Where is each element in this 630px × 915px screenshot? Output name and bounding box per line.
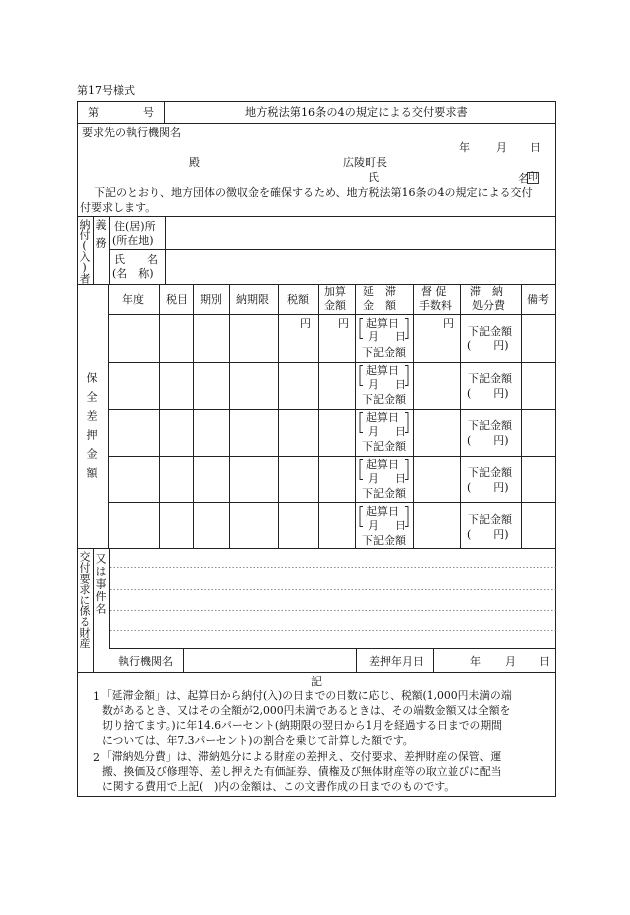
note-2-line-3: に関する費用で上記( )内の金額は、この文書作成の日までのものです。 [102, 780, 456, 793]
row2-start: 起算日 [366, 364, 399, 377]
form-title: 地方税法第16条の4の規定による交付要求書 [245, 106, 468, 119]
header-tax-item: 税目 [166, 293, 188, 306]
header-delinquent-2: 金 額 [363, 299, 396, 312]
unit-additional: 円 [338, 317, 349, 330]
seizure-month: 月 [505, 655, 516, 668]
row4-disposal-top: 下記金額 [468, 466, 512, 479]
header-additional-2: 金額 [324, 299, 346, 312]
taxpayer-label-a: 納付(入)者 [78, 219, 91, 283]
address-label-1: 住(居)所 [114, 220, 156, 233]
row5-start: 起算日 [366, 505, 399, 518]
header-delinquent-1: 延 滞 [363, 285, 396, 298]
taxpayer-label-b: 義務 [94, 219, 107, 255]
number-label: 第 [88, 106, 99, 119]
row2-month: 月 [368, 378, 379, 391]
property-label-a: 交付要求に係る財産 [78, 551, 91, 649]
taxpayer-name-label-2: (名 称) [112, 267, 154, 280]
header-tax: 税額 [287, 293, 309, 306]
row3-start: 起算日 [366, 411, 399, 424]
row1-disposal-top: 下記金額 [468, 325, 512, 338]
row2-day: 日 [395, 378, 406, 391]
header-due: 納期限 [236, 293, 269, 306]
row4-day: 日 [395, 472, 406, 485]
header-year: 年度 [122, 293, 144, 306]
date-day: 日 [530, 141, 541, 154]
row4-start: 起算日 [366, 458, 399, 471]
note-1-line-4: については、年7.3パーセント)の割合を乗じて計算した額です。 [102, 734, 414, 747]
row1-below: 下記金額 [362, 346, 406, 359]
note-1-line-3: 切り捨てます。)に年14.6パーセント(納期限の翌日から1月を経過する日までの期間 [102, 719, 502, 732]
header-fee-2: 手数料 [419, 299, 452, 312]
row5-day: 日 [395, 519, 406, 532]
notes-heading: 記 [311, 675, 322, 688]
name-label-2: 名 [518, 172, 529, 185]
form-label: 第17号様式 [77, 84, 135, 97]
unit-fee: 円 [443, 317, 454, 330]
row3-disposal-paren: ( 円) [467, 434, 509, 447]
row4-disposal-paren: ( 円) [467, 481, 509, 494]
row2-disposal-top: 下記金額 [468, 372, 512, 385]
header-period: 期別 [200, 293, 222, 306]
honorific: 殿 [189, 156, 200, 169]
row5-below: 下記金額 [362, 534, 406, 547]
row5-disposal-paren: ( 円) [467, 528, 509, 541]
property-label-b: 又は事件名 [94, 553, 107, 616]
header-disposal-1: 滞 納 [470, 285, 503, 298]
amounts-side-label: 保全差押金額 [85, 372, 98, 486]
header-disposal-2: 処分費 [472, 299, 505, 312]
address-label-2: (所在地) [112, 234, 154, 247]
seal-mark: 印 [528, 172, 538, 183]
unit-tax: 円 [300, 317, 311, 330]
seizure-label: 差押年月日 [369, 655, 424, 668]
row2-below: 下記金額 [362, 393, 406, 406]
date-month: 月 [496, 141, 507, 154]
office-name: 広陵町長 [343, 156, 387, 169]
number-suffix: 号 [143, 106, 154, 119]
intro-line-2: 付要求します。 [80, 201, 157, 214]
name-label: 氏 [368, 171, 379, 184]
seizure-day: 日 [539, 655, 550, 668]
note-2-number: 2 [93, 751, 100, 764]
note-1-number: 1 [93, 690, 100, 703]
note-2-line-2: 搬、換価及び修理等、差し押えた有価証券、債権及び無体財産等の取立並びに配当 [102, 765, 502, 778]
row3-disposal-top: 下記金額 [468, 419, 512, 432]
intro-line-1: 下記のとおり、地方団体の徴収金を確保するため、地方税法第16条の4の規定による交付 [94, 186, 533, 199]
agency-label: 執行機関名 [118, 655, 173, 668]
date-year: 年 [459, 141, 470, 154]
header-fee-1: 督 促 [421, 285, 447, 298]
row1-start: 起算日 [366, 317, 399, 330]
row1-month: 月 [368, 330, 379, 343]
note-1-line-2: 数があるとき、又はその全額が2,000円未満であるときは、その端数金額又は全額を [102, 704, 511, 717]
row3-below: 下記金額 [362, 440, 406, 453]
row4-below: 下記金額 [362, 487, 406, 500]
row1-day: 日 [395, 330, 406, 343]
header-additional-1: 加算 [324, 285, 346, 298]
addressee-label: 要求先の執行機関名 [82, 126, 181, 139]
taxpayer-name-label-1: 氏 名 [114, 253, 158, 266]
header-remarks: 備考 [527, 293, 549, 306]
seizure-year: 年 [470, 655, 481, 668]
row1-disposal-paren: ( 円) [467, 339, 509, 352]
row5-disposal-top: 下記金額 [468, 513, 512, 526]
row2-disposal-paren: ( 円) [467, 387, 509, 400]
row3-day: 日 [395, 425, 406, 438]
note-1-line-1: 「延滞金額」は、起算日から納付(入)の日までの日数に応じ、税額(1,000円未満の端 [101, 689, 512, 702]
row5-month: 月 [368, 519, 379, 532]
note-2-line-1: 「滞納処分費」は、滞納処分による財産の差押え、交付要求、差押財産の保管、運 [101, 750, 502, 763]
row4-month: 月 [368, 472, 379, 485]
row3-month: 月 [368, 425, 379, 438]
